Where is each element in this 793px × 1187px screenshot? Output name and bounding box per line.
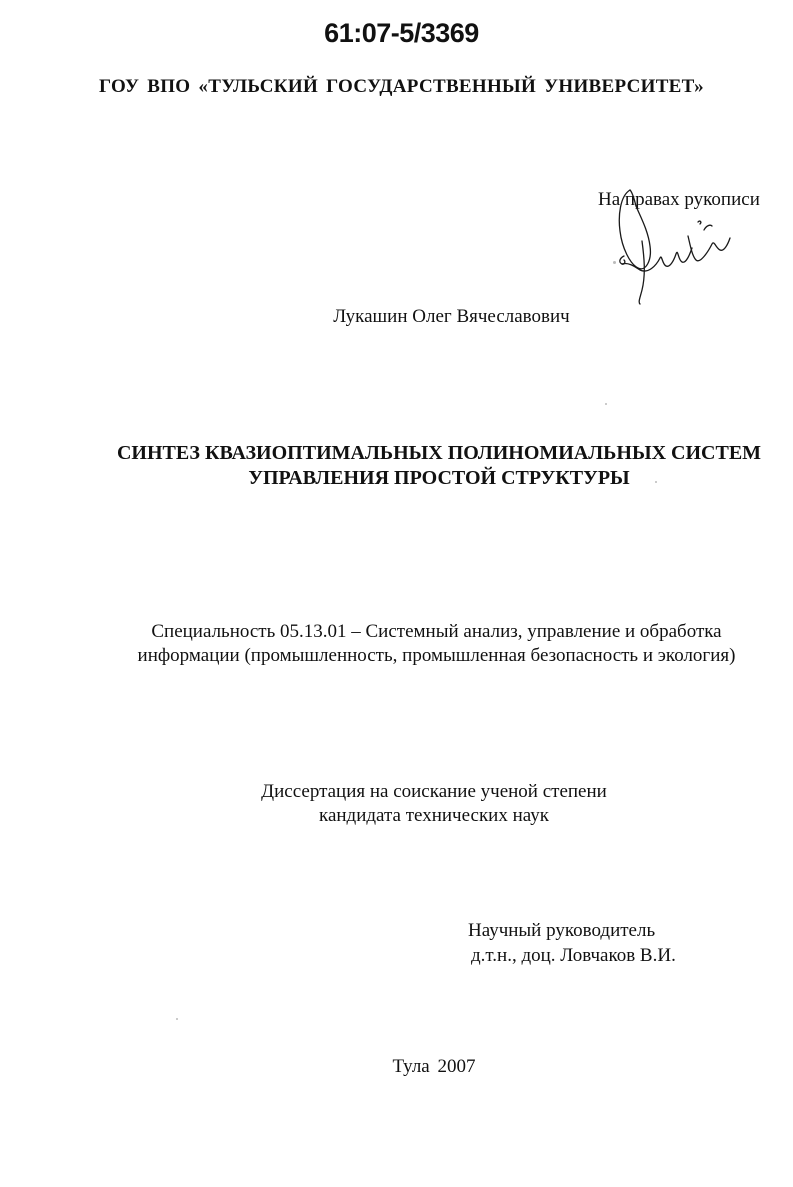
scan-speck <box>655 481 657 483</box>
specialty-line: Специальность 05.13.01 – Системный анализ, управление и обработка <box>151 621 722 642</box>
supervisor-block <box>468 918 676 968</box>
author-name: Лукашин Олег Вячеславович <box>333 306 570 327</box>
university-name: ГОУ ВПО «ТУЛЬСКИЙ ГОСУДАРСТВЕННЫЙ УНИВЕРСИТЕТ» <box>99 76 704 97</box>
degree-line: Диссертация на соискание ученой степени <box>261 781 607 802</box>
supervisor-role: Научный руководитель <box>468 920 656 941</box>
title-line: СИНТЕЗ КВАЗИОПТИМАЛЬНЫХ ПОЛИНОМИАЛЬНЫХ СИСТЕМ <box>116 442 762 464</box>
handwritten-signature <box>600 186 750 311</box>
scan-speck <box>176 1018 178 1020</box>
degree-line: кандидата технических наук <box>319 805 549 826</box>
specialty-line: информации (промышленность, промышленная безопасность и экология) <box>137 645 736 666</box>
title-line: УПРАВЛЕНИЯ ПРОСТОЙ СТРУКТУРЫ <box>248 467 630 489</box>
scan-speck <box>605 403 607 405</box>
scan-speck <box>613 261 616 264</box>
catalog-number: 61:07-5/3369 <box>324 18 479 48</box>
city-and-year: Тула 2007 <box>392 1056 476 1077</box>
degree-statement <box>0 780 793 828</box>
supervisor-name: д.т.н., доц. Ловчаков В.И. <box>471 945 676 966</box>
manuscript-rights-note: На правах рукописи <box>598 189 760 210</box>
dissertation-title <box>0 441 793 491</box>
specialty-block <box>0 620 793 668</box>
